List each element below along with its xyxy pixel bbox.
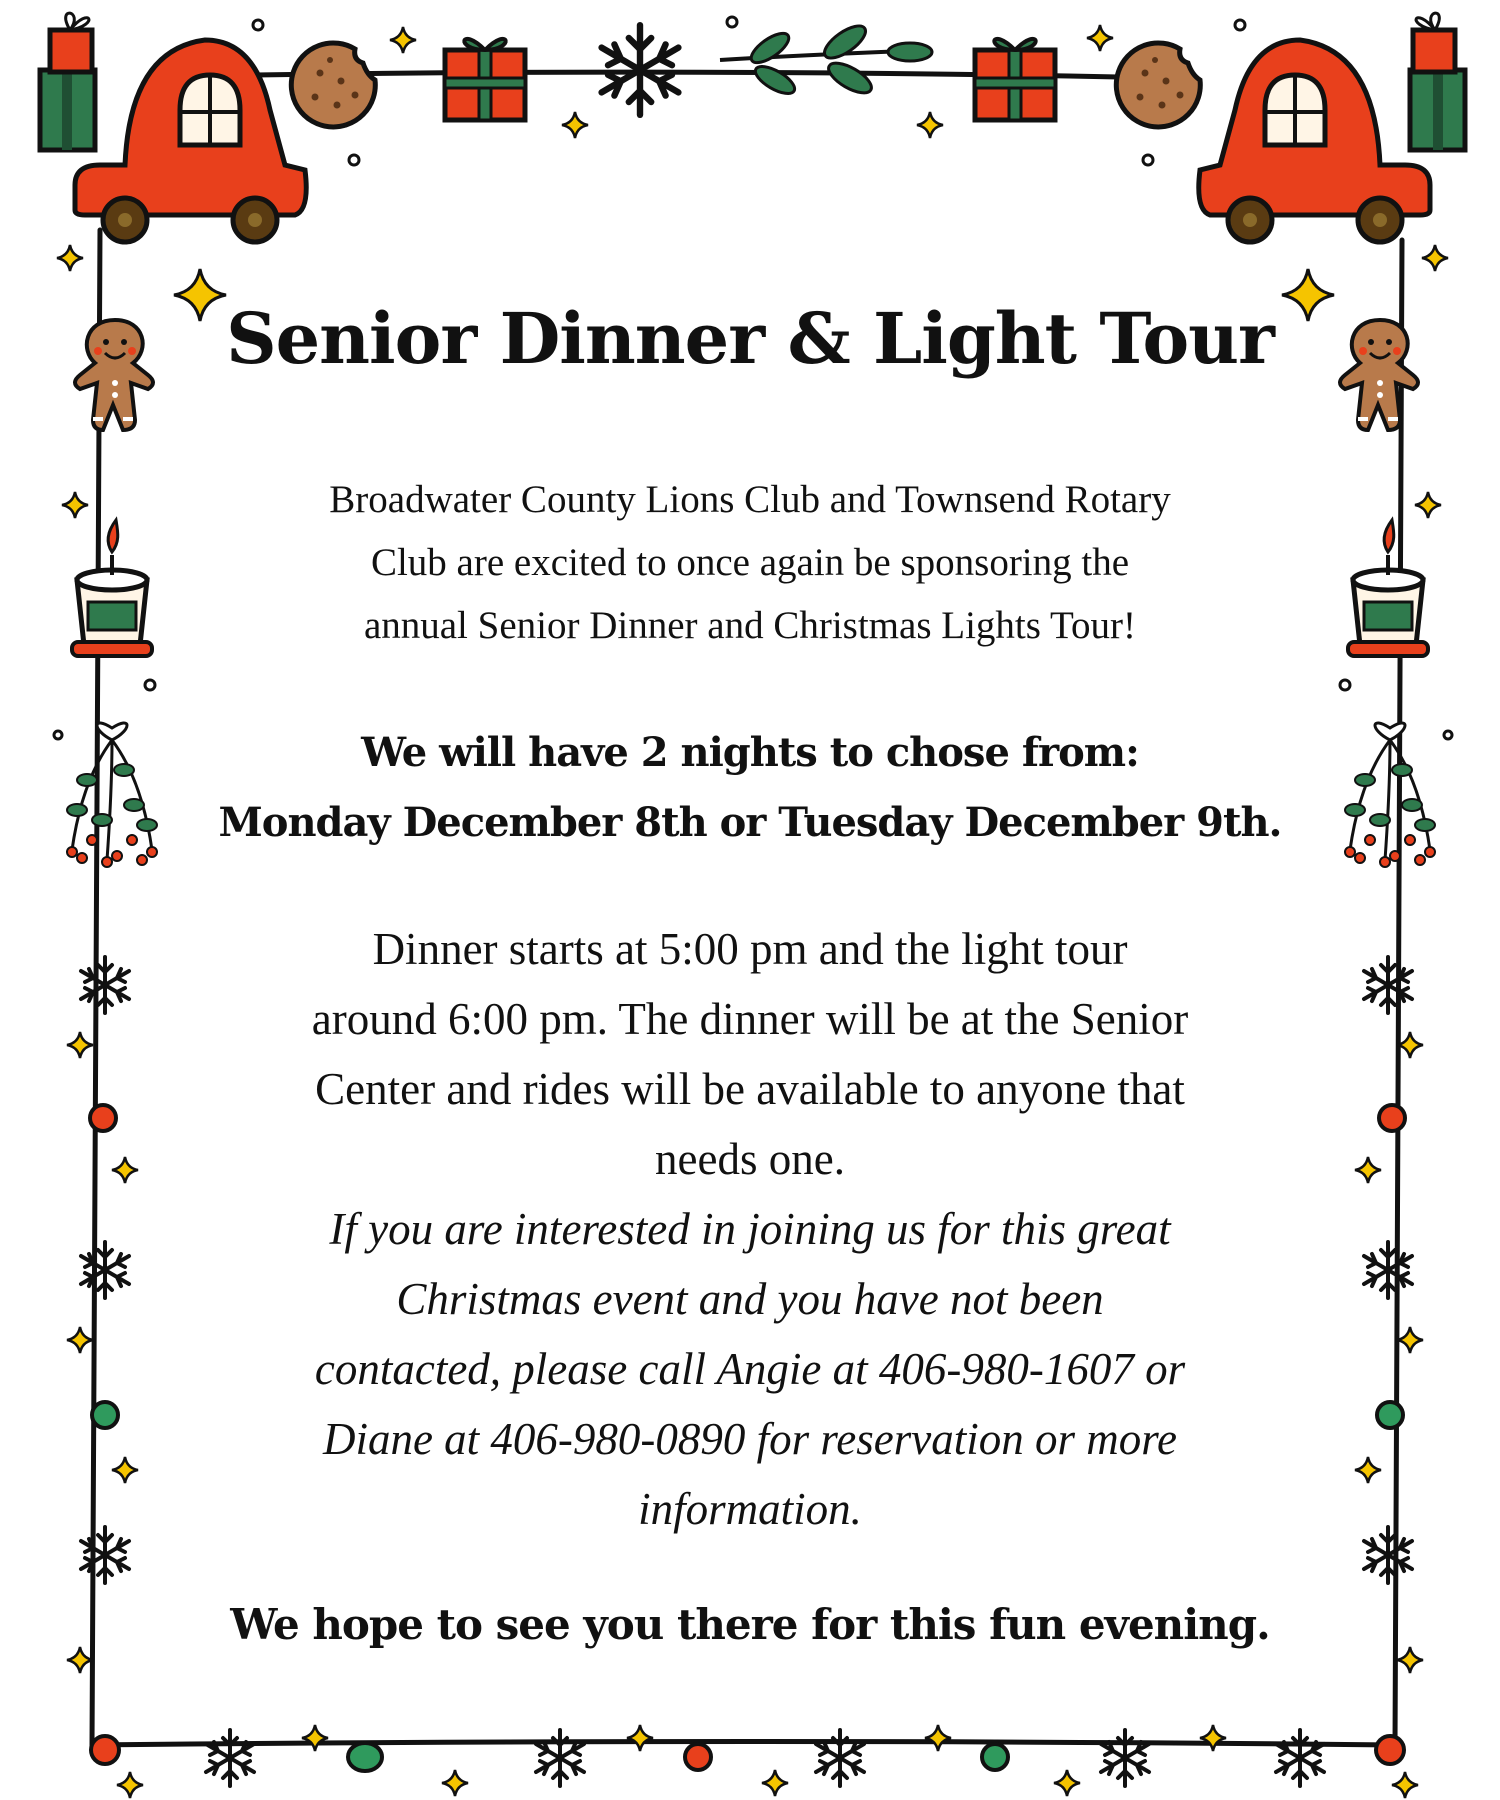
contact-info — [190, 1194, 1310, 1544]
snowflake-icon — [1364, 1242, 1412, 1298]
ornament-icon — [1379, 1105, 1405, 1131]
gingerbread-icon — [1340, 320, 1418, 430]
ornament-icon — [90, 1105, 116, 1131]
event-details — [190, 914, 1310, 1194]
flyer-title: Senior Dinner & Light Tour — [226, 297, 1274, 380]
intro-line: Broadwater County Lions Club and Townsend Rotary — [329, 478, 1171, 521]
snowflake-icon — [536, 1730, 584, 1786]
snowflake-icon — [1364, 1527, 1412, 1583]
sparkle-icon — [1355, 1457, 1381, 1483]
details-line: Center and rides will be available to anyone that — [315, 1064, 1185, 1114]
frame-bottom-line — [92, 1742, 1395, 1746]
sparkle-icon — [117, 1772, 143, 1798]
sparkle-icon — [627, 1725, 653, 1751]
intro-line: Club are excited to once again be sponsoring the — [370, 541, 1130, 584]
sparkle-icon — [112, 1457, 138, 1483]
details-line: needs one. — [655, 1134, 845, 1184]
sparkle-icon — [67, 1647, 93, 1673]
intro-line: annual Senior Dinner and Christmas Lights Tour! — [363, 604, 1137, 647]
mistletoe-icon — [67, 723, 157, 867]
snowflake-icon — [206, 1730, 254, 1786]
car-icon — [1199, 13, 1465, 242]
sparkle-icon — [1422, 245, 1448, 271]
car-icon — [40, 13, 306, 242]
ornament-icon — [91, 1736, 119, 1764]
candle-icon — [72, 520, 152, 656]
sparkle-icon — [1397, 1032, 1423, 1058]
sparkle-icon — [67, 1327, 93, 1353]
details-line: Dinner starts at 5:00 pm and the light tour — [372, 924, 1128, 974]
sparkle-icon — [925, 1725, 951, 1751]
contact-line: contacted, please call Angie at 406-980-1607 or — [314, 1344, 1186, 1394]
sparkle-icon — [67, 1032, 93, 1058]
snowflake-icon — [81, 957, 129, 1013]
sparkle-icon — [390, 27, 416, 53]
sparkle-icon — [762, 1770, 788, 1796]
sparkle-icon — [1054, 1770, 1080, 1796]
event-dates — [190, 718, 1310, 858]
sparkle-icon — [1200, 1725, 1226, 1751]
leaf-branch-icon — [720, 20, 932, 99]
ornament-icon — [685, 1744, 711, 1770]
contact-line: Diane at 406-980-0890 for reservation or more — [322, 1414, 1178, 1464]
cookie-icon — [1116, 43, 1200, 127]
dates-heading: We will have 2 nights to chose from: — [361, 729, 1139, 776]
sparkle-icon — [917, 112, 943, 138]
candle-icon — [1348, 520, 1428, 656]
intro-paragraph — [190, 468, 1310, 657]
contact-line: Christmas event and you have not been — [396, 1274, 1104, 1324]
ornament-icon — [1376, 1736, 1404, 1764]
gift-icon — [975, 39, 1055, 120]
sparkle-icon — [1397, 1647, 1423, 1673]
snowflake-icon — [1101, 1730, 1149, 1786]
gift-icon — [445, 39, 525, 120]
closing-message: We hope to see you there for this fun evening. — [230, 1600, 1270, 1649]
sparkle-icon — [562, 112, 588, 138]
sparkle-icon — [442, 1770, 468, 1796]
sparkle-icon — [62, 492, 88, 518]
snowflake-icon — [81, 1527, 129, 1583]
mistletoe-icon — [1345, 723, 1435, 867]
contact-line: If you are interested in joining us for this great — [329, 1204, 1171, 1254]
snowflake-icon — [1364, 957, 1412, 1013]
ornament-icon — [982, 1744, 1008, 1770]
sparkle-icon — [1397, 1327, 1423, 1353]
sparkle-icon — [1415, 492, 1441, 518]
sparkle-icon — [1355, 1157, 1381, 1183]
sparkle-icon — [1087, 25, 1113, 51]
gingerbread-icon — [75, 320, 153, 430]
details-line: around 6:00 pm. The dinner will be at the Senior — [311, 994, 1189, 1044]
sparkle-icon — [112, 1157, 138, 1183]
sparkle-icon — [57, 245, 83, 271]
contact-line: information. — [638, 1484, 862, 1534]
cookie-icon — [291, 43, 375, 127]
ornament-icon — [348, 1743, 382, 1771]
snowflake-icon — [81, 1242, 129, 1298]
snowflake-icon — [816, 1730, 864, 1786]
snowflake-icon — [1276, 1730, 1324, 1786]
sparkle-icon — [302, 1725, 328, 1751]
ornament-icon — [92, 1402, 118, 1428]
sparkle-icon — [1392, 1772, 1418, 1798]
ornament-icon — [1377, 1402, 1403, 1428]
dates-options: Monday December 8th or Tuesday December 9th. — [218, 799, 1282, 846]
